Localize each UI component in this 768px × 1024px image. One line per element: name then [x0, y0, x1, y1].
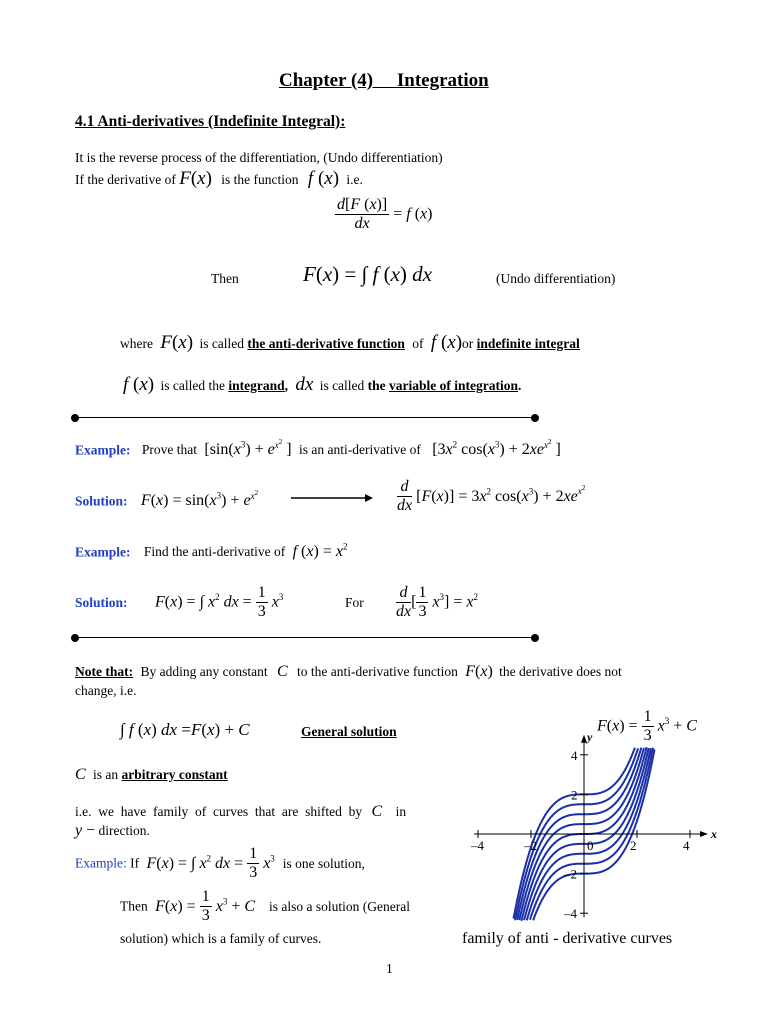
where-antiderivative: the anti-derivative function	[247, 336, 405, 351]
variable-period: .	[518, 378, 522, 393]
formula-F-x: F	[179, 168, 191, 189]
graph-caption: family of anti - derivative curves	[462, 930, 673, 947]
divider-1	[75, 417, 535, 418]
example-3-if: If	[130, 855, 140, 871]
intro-line-2-a: If the derivative of	[75, 172, 176, 187]
derivative-rhs: = f (x)	[393, 205, 433, 223]
example-1-target: [$3x^2$ $\cos(x^3) + 2xe^{x^2}$ ]	[432, 438, 561, 459]
family-line-2	[75, 822, 150, 840]
then2-third	[200, 888, 212, 926]
then2-line-2: solution) which is a family of curves.	[120, 931, 322, 946]
solution-2-label-text: Solution:	[75, 595, 128, 610]
integrand-b: is called	[319, 378, 365, 393]
intro-line-2	[75, 168, 363, 190]
family-line-1	[75, 803, 406, 821]
family-minus: −	[82, 822, 96, 839]
integrand-f-x: f (x)	[123, 374, 155, 395]
y-tick-label-3: –4	[564, 906, 577, 922]
divider-2-right-dot	[531, 634, 539, 642]
formula-F-x-args: (	[190, 168, 198, 189]
where-b: is called	[199, 336, 245, 351]
derivative-fraction	[335, 196, 389, 234]
derivative-formula	[335, 196, 432, 234]
section-heading: 4.1 Anti-derivatives (Indefinite Integral):	[75, 113, 346, 130]
x-axis-label: x	[711, 827, 717, 841]
arbitrary-a: is an	[93, 767, 119, 782]
example-3-third	[247, 845, 259, 883]
example-1-expr: [$\sin(x^3) + e^{x^2}$ ]	[204, 438, 292, 459]
arrow-right	[291, 492, 373, 504]
solution-1-label: Solution:	[75, 493, 128, 509]
family-a: i.e. we have family of curves that are shifted by	[75, 804, 363, 819]
example-2-label: Example:	[75, 544, 131, 560]
arbitrary-line	[75, 766, 228, 784]
divider-2	[75, 637, 535, 638]
solution-1-dx: dx	[397, 497, 413, 515]
x-tick-label-3: 2	[630, 838, 637, 853]
intro-line-2-c: i.e.	[346, 172, 363, 187]
example-3-third-num: 1	[247, 845, 259, 864]
example-3-third-den: 3	[249, 864, 258, 882]
then2-a: Then	[120, 898, 148, 914]
note-label: Note that:	[75, 664, 134, 679]
y-tick-label-2: –2	[564, 866, 577, 882]
arbitrary-word: arbitrary constant	[121, 767, 228, 782]
for-third-num: 1	[416, 584, 428, 603]
where-or: or	[462, 336, 474, 351]
for-third-den: 3	[418, 603, 427, 621]
note-text-b: to the anti-derivative function	[297, 664, 458, 679]
formula-f-x-args: (	[313, 168, 325, 189]
formula-F-x-close: )	[205, 168, 212, 189]
note-line-2: change, i.e.	[75, 683, 137, 698]
example-2-text: Find the anti-derivative of	[143, 544, 286, 560]
integrand-comma: ,	[284, 378, 288, 393]
example-3	[75, 845, 365, 883]
formula-f-x-close: )	[332, 168, 340, 189]
example-1	[75, 438, 561, 459]
solution-2-third-num: 1	[256, 584, 268, 603]
family-y: y	[75, 822, 83, 839]
x-tick-label-4: 4	[683, 838, 690, 853]
for-third	[416, 584, 428, 622]
divider-2-left-dot	[71, 634, 79, 642]
where-a: where	[120, 336, 153, 351]
example-2	[75, 542, 347, 561]
graph-third-num: 1	[642, 708, 654, 727]
intro-line-2-b: is the function	[221, 172, 299, 187]
graph-third-den: 3	[643, 727, 652, 745]
x-axis-arrow	[700, 831, 708, 837]
general-solution-formula: ∫ f (x) dx =F(x) + C	[120, 720, 250, 739]
solution-2-expr: F(x) = ∫ $x^2$ dx = $\frac{1}{3}$ $x^3$	[155, 584, 284, 621]
for-expr: $\frac{d}{dx}$ [ $\frac{1}{3}$ $x^3] = x^2$	[396, 584, 479, 621]
solution-2-label	[75, 595, 128, 611]
example-1-label: Example:	[75, 442, 131, 458]
example-3-text: is one solution,	[282, 855, 365, 871]
derivative-denominator: dx	[354, 215, 370, 233]
y-tick-label-0: 4	[571, 747, 578, 763]
formula-F-x-var: x	[197, 168, 206, 189]
derivative-numerator: d[F (x)]	[335, 196, 389, 215]
note-text-c: the derivative does not	[499, 664, 622, 679]
y-axis-label: y	[587, 729, 593, 744]
integrand-word: integrand	[228, 378, 285, 393]
anti-derivative-chart	[460, 718, 720, 930]
family-C: C	[371, 803, 383, 820]
where-indefinite: indefinite integral	[476, 336, 580, 351]
solution-1-derivative	[397, 478, 585, 516]
undo-note: (Undo differentiation)	[496, 271, 616, 286]
y-tick-label-1: 2	[571, 787, 578, 803]
example-3-expr: F(x) = ∫ $x^2$ dx = $\frac{1}{3}$ $x^3$	[146, 845, 275, 882]
solution-2-third-den: 3	[257, 603, 266, 621]
graph-formula-label: F(x) = $\frac{1}{3}$ $x^3 + C$	[597, 708, 697, 745]
general-solution-label: General solution	[301, 724, 397, 739]
for-label: For	[345, 595, 364, 610]
example-1-text-b: is an anti-derivative of	[298, 442, 421, 458]
intro-line-1: It is the reverse process of the differentiation, (Undo differentiation)	[75, 150, 443, 165]
page-title: Chapter (4) Integration	[279, 70, 489, 91]
integrand-dx: dx	[295, 374, 314, 395]
x-tick-label-2: 0	[587, 838, 594, 853]
where-line	[120, 332, 580, 354]
then2-third-den: 3	[201, 907, 210, 925]
formula-f-x-var: x	[324, 168, 333, 189]
integrand-line	[123, 374, 521, 396]
solution-1-d-dx	[397, 478, 412, 516]
solution-1-expr: $F(x) = \sin(x^3) + e^{x^2}$	[140, 489, 259, 510]
note-F-x: F(x)	[465, 663, 493, 680]
for-d: d	[396, 584, 411, 603]
solution-2-third	[256, 584, 268, 622]
note-text-a: By adding any constant	[140, 664, 268, 679]
divider-1-left-dot	[71, 414, 79, 422]
integral-formula: F(x) = ∫ f (x) dx	[303, 262, 432, 286]
where-F-x: F(x)	[160, 332, 194, 353]
then2-line	[120, 888, 410, 926]
then2-expr: F(x) = $\frac{1}{3}$ $x^3 + C$	[155, 888, 256, 925]
family-c: direction.	[98, 823, 150, 838]
then2-third-num: 1	[200, 888, 212, 907]
arbitrary-C: C	[75, 766, 86, 783]
variable-the: the	[367, 378, 386, 393]
then2-b: is also a solution (General	[269, 898, 410, 914]
example-2-expr: f $(x) = x^2$	[292, 542, 348, 561]
x-tick-label-1: –2	[524, 838, 537, 853]
where-f-x: f (x)	[430, 332, 463, 353]
solution-1-derivative-rhs: $[F(x)] = 3x^2$ $\cos(x^3) + 2xe^{x^2}$	[416, 484, 586, 505]
example-3-label: Example:	[75, 855, 127, 871]
solution-1-d: d	[397, 478, 412, 497]
formula-f-x: f	[307, 168, 314, 189]
solution-1	[75, 489, 258, 510]
variable-word: variable of integration	[389, 378, 519, 393]
for-d-dx	[396, 584, 411, 622]
note-C: C	[276, 663, 288, 680]
example-1-text-a: Prove that	[141, 442, 197, 458]
where-of: of	[412, 336, 424, 351]
integrand-a: is called the	[160, 378, 225, 393]
note-line-1	[75, 663, 622, 681]
family-b: in	[395, 804, 407, 819]
for-dx: dx	[396, 603, 412, 621]
then-label: Then	[211, 271, 239, 286]
divider-1-right-dot	[531, 414, 539, 422]
page-number: 1	[386, 961, 393, 976]
x-tick-label-0: –4	[471, 838, 484, 853]
